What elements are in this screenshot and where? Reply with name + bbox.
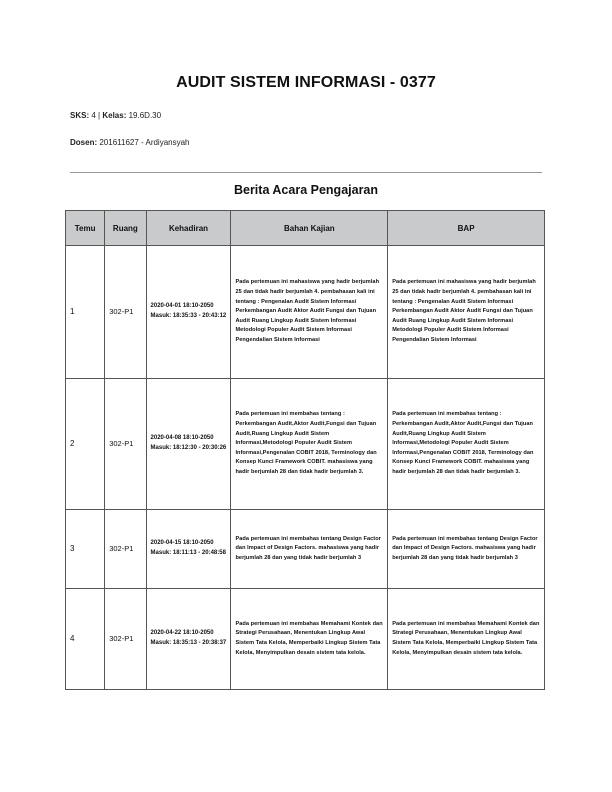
cell-bahan-kajian: Pada pertemuan ini membahas tentang Design Factor dan Impact of Design Factors. mahasiswa yang hadir berjumlah 28 dan yang tidak hadir berjumlah 3 [231,510,388,589]
cell-ruang: 302-P1 [105,510,146,589]
cell-kehadiran: 2020-04-08 18:10-2050 Masuk: 18:12:30 - 20:30:26 [146,379,231,510]
cell-bap: Pada pertemuan ini membahas tentang Design Factor dan Impact of Design Factors. mahasiswa yang hadir berjumlah 28 dan yang tidak hadir berjumlah 3 [388,510,545,589]
cell-ruang: 302-P1 [105,589,146,690]
cell-bahan-kajian: Pada pertemuan ini membahas tentang : Perkembangan Audit,Aktor Audit,Fungsi dan Tujuan Audit,Ruang Lingkup Audit Sistem Informasi,Metodologi Populer Audit Sistem Informasi,Pengenalan COBIT 2018, Terminology dan Konsep Kunci Framework COBIT. mahasiswa yang hadir berjumlah 28 dan tidak hadir berjumlah 3. [231,379,388,510]
table-row [66,379,545,510]
meta-separator: | [98,111,101,120]
cell-bap: Pada pertemuan ini membahas tentang : Perkembangan Audit,Aktor Audit,Fungsi dan Tujuan Audit,Ruang Lingkup Audit Sistem Informasi,Metodologi Populer Audit Sistem Informasi,Pengenalan COBIT 2018, Terminology dan Konsep Kunci Framework COBIT. mahasiswa yang hadir berjumlah 28 dan tidak hadir berjumlah 3. [388,379,545,510]
table-header-row [66,211,545,246]
table-row [66,510,545,589]
cell-temu: 2 [66,379,105,510]
cell-kehadiran: 2020-04-22 18:10-2050 Masuk: 18:35:13 - 20:38:37 [146,589,231,690]
header-temu: Temu [66,211,105,246]
cell-temu: 3 [66,510,105,589]
sks-value: 4 [91,111,96,120]
divider [70,172,542,173]
header-bahan-kajian: Bahan Kajian [231,211,388,246]
table-row [66,589,545,690]
dosen-value: 201611627 - Ardiyansyah [99,138,190,147]
course-meta [70,111,161,120]
lecturer-meta [70,138,190,147]
cell-bap: Pada pertemuan ini mahasiswa yang hadir berjumlah 25 dan tidak hadir berjumlah 4. pembahasan kali ini tentang : Pengenalan Audit Sistem Informasi Perkembangan Audit Aktor Audit Fungsi dan Tujuan Audit Ruang Lingkup Audit Sistem Informasi Metodologi Populer Audit Sistem Informasi Pengendalian Sistem Informasi [388,246,545,379]
cell-kehadiran: 2020-04-15 18:10-2050 Masuk: 18:11:13 - 20:48:58 [146,510,231,589]
table-row [66,246,545,379]
header-bap: BAP [388,211,545,246]
cell-bahan-kajian: Pada pertemuan ini mahasiswa yang hadir berjumlah 25 dan tidak hadir berjumlah 4. pembahasan kali ini tentang : Pengenalan Audit Sistem Informasi Perkembangan Audit Aktor Audit Fungsi dan Tujuan Audit Ruang Lingkup Audit Sistem Informasi Metodologi Populer Audit Sistem Informasi Pengendalian Sistem Informasi [231,246,388,379]
sks-label: SKS: [70,111,90,120]
kelas-value: 19.6D.30 [128,111,162,120]
course-title: AUDIT SISTEM INFORMASI - 0377 [176,74,436,91]
header-ruang: Ruang [105,211,146,246]
header-kehadiran: Kehadiran [146,211,231,246]
cell-temu: 4 [66,589,105,690]
cell-bap: Pada pertemuan ini membahas Memahami Kontek dan Strategi Perusahaan, Menentukan Lingkup Awal Sistem Tata Kelola, Memperbaiki Lingkup Sistem Tata Kelola, Menyimpulkan desain sistem tata kelola. [388,589,545,690]
cell-ruang: 302-P1 [105,246,146,379]
dosen-label: Dosen: [70,138,98,147]
cell-temu: 1 [66,246,105,379]
teaching-record-table [65,210,545,690]
kelas-label: Kelas: [102,111,127,120]
cell-bahan-kajian: Pada pertemuan ini membahas Memahami Kontek dan Strategi Perusahaan, Menentukan Lingkup Awal Sistem Tata Kelola, Memperbaiki Lingkup Sistem Tata Kelola, Menyimpulkan desain sistem tata kelola. [231,589,388,690]
cell-kehadiran: 2020-04-01 18:10-2050 Masuk: 18:35:33 - 20:43:12 [146,246,231,379]
cell-ruang: 302-P1 [105,379,146,510]
section-title: Berita Acara Pengajaran [233,183,379,197]
